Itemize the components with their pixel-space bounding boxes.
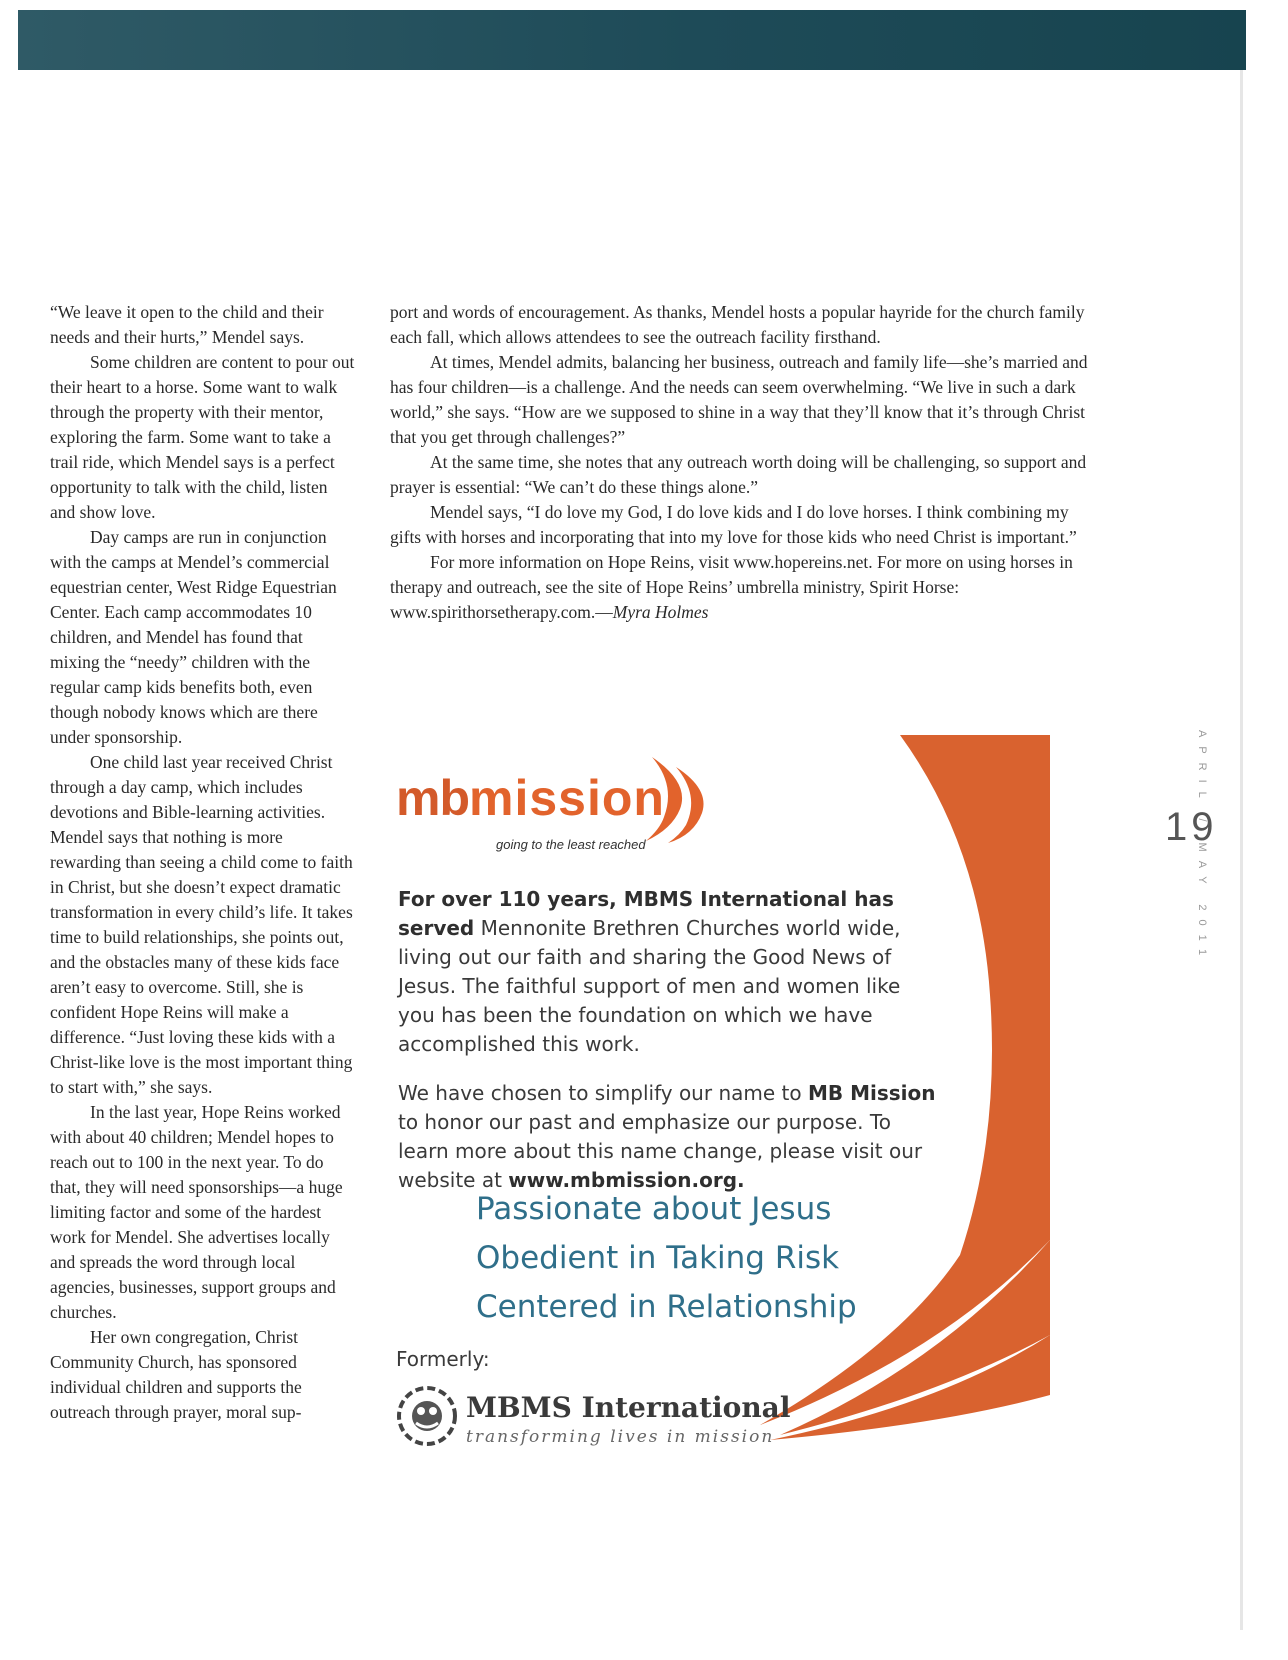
article-paragraph: In the last year, Hope Reins worked with about 40 children; Mendel hopes to reach out to 100 in the next year. To do that, they will need sponsorships—a huge limiting factor and some of the hardest work for Mendel. She advertises locally and spreads the word through local agencies, businesses, support groups and churches. [50, 1102, 343, 1322]
mbmission-logo [396, 755, 726, 855]
ad-new-name: MB Mission [807, 1081, 936, 1105]
article-paragraph: port and words of encouragement. As thanks, Mendel hosts a popular hayride for the church family each fall, which allows attendees to see the outreach facility firsthand. [390, 302, 1085, 347]
ad-values-list [476, 1185, 857, 1332]
mbms-emblem-icon [396, 1385, 458, 1447]
article-paragraph: Some children are content to pour out their heart to a horse. Some want to walk through the property with their mentor, exploring the farm. Some want to take a trail ride, which Mendel says is a perfect opportunity to talk with the child, listen and show love. [50, 352, 355, 522]
mbms-tagline: transforming lives in mission [466, 1427, 775, 1447]
ad-body-text [398, 885, 938, 1215]
value-line: Obedient in Taking Risk [476, 1240, 840, 1276]
ad-website-url: www.mbmission.org. [508, 1168, 745, 1192]
article-paragraph: For more information on Hope Reins, visit www.hopereins.net. For more on using horses in therapy and outreach, see the site of Hope Reins’ umbrella ministry, Spirit Horse: www.spirithorsetherapy.com.—Myra Holmes [390, 552, 1073, 622]
mbms-name-text: MBMS International [466, 1391, 791, 1424]
article-paragraph: At the same time, she notes that any outreach worth doing will be challenging, so support and prayer is essential: “We can’t do these things alone.” [390, 452, 1087, 497]
value-line: Centered in Relationship [476, 1289, 857, 1325]
mbms-international-logo [396, 1385, 791, 1455]
ad-lead-text: For over 110 years, MBMS International has served [398, 887, 894, 940]
page-edge [1240, 70, 1243, 1630]
article-paragraph: “We leave it open to the child and their needs and their hurts,” Mendel says. [50, 302, 324, 347]
article-paragraph: Day camps are run in conjunction with the camps at Mendel’s commercial equestrian center, West Ridge Equestrian Center. Each camp accommodates 10 children, and Mendel has found that mixing the “needy” children with the regular camp kids benefits both, even though nobody knows which are there under sponsorship. [50, 527, 337, 747]
value-line: Passionate about Jesus [476, 1191, 832, 1227]
article-paragraph: At times, Mendel admits, balancing her business, outreach and family life—she’s married and has four children—is a challenge. And the needs can seem overwhelming. “We live in such a dark world,” she says. “How are we supposed to shine in a way that they’ll know that it’s through Christ that you get through challenges?” [390, 352, 1088, 447]
mbmission-advertisement [380, 735, 1070, 1485]
ad-para2-b: to honor our past and emphasize our purpose. To learn more about this name change, please visit our website at [398, 1110, 923, 1192]
ad-para1-text: Mennonite Brethren Churches world wide, living out our faith and sharing the Good News of Jesus. The faithful support of men and women like you has been the foundation on which we have accomplished this work. [398, 916, 901, 1056]
header-color-band [18, 10, 1246, 70]
ad-para2-a: We have chosen to simplify our name to [398, 1081, 808, 1105]
page-number: 19 [1165, 805, 1218, 849]
logo-mb-text: mb [396, 770, 469, 826]
logo-swoosh-icon [642, 755, 712, 845]
article-paragraph: Her own congregation, Christ Community Church, has sponsored individual children and supports the outreach through prayer, moral sup- [50, 1327, 302, 1422]
issue-date-vertical: APRIL / MAY 2011 [1196, 730, 1208, 965]
article-paragraph: One child last year received Christ through a day camp, which includes devotions and Bible-learning activities. Mendel says that nothing is more rewarding than seeing a child come to faith in Christ, but she doesn’t expect dramatic transformation in every child’s life. It takes time to build relationships, she points out, and the obstacles many of these kids face aren’t easy to overcome. Still, she is confident Hope Reins will make a difference. “Just loving these kids with a Christ-like love is the most important thing to start with,” she says. [50, 752, 353, 1097]
formerly-label: Formerly: [396, 1347, 490, 1371]
article-left-column [50, 300, 355, 1425]
article-main-column [390, 300, 1090, 625]
logo-mission-text: mission [469, 770, 665, 826]
author-byline: Myra Holmes [612, 602, 709, 622]
article-paragraph: Mendel says, “I do love my God, I do love kids and I do love horses. I think combining my gifts with horses and incorporating that into my love for those kids who need Christ is important.” [390, 502, 1077, 547]
logo-tagline: going to the least reached [496, 837, 646, 852]
